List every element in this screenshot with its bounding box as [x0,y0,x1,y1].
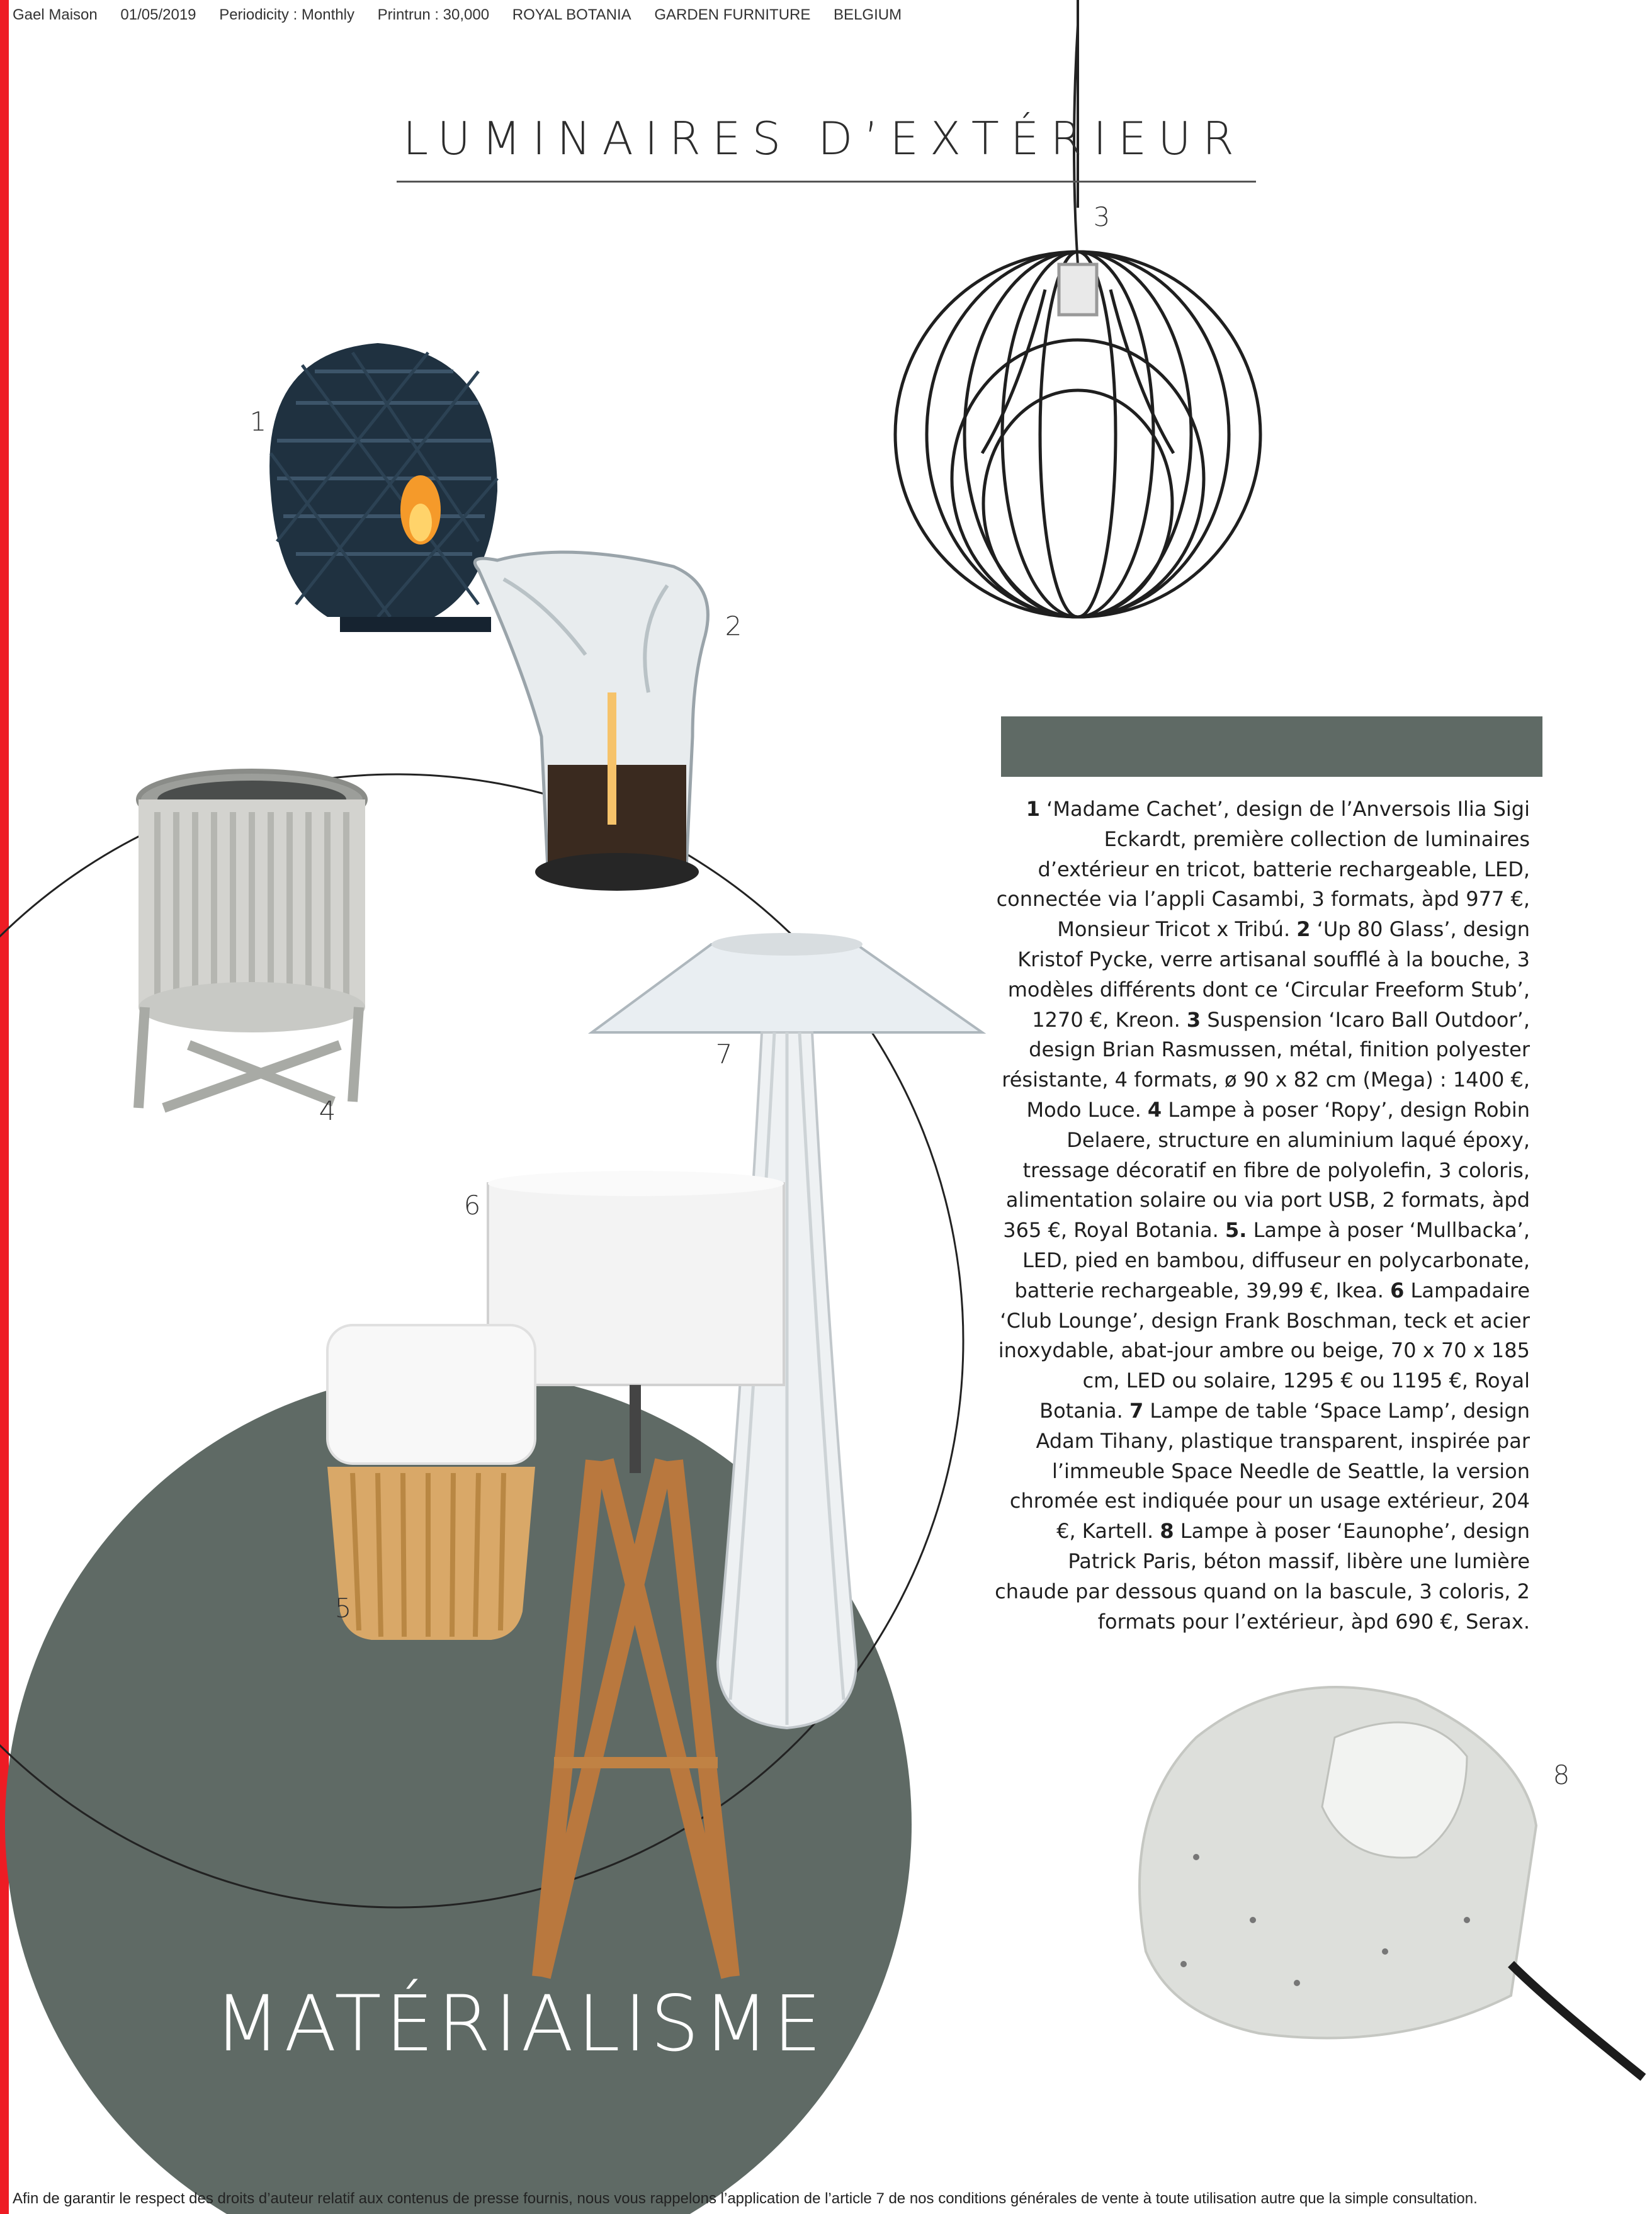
item-number-4: 4 [319,1095,336,1126]
pendant-ball-lamp [895,252,1260,617]
caption-num-5: 5. [1225,1218,1247,1243]
country: BELGIUM [834,6,902,23]
caption-text-6: Lampadaire ‘Club Lounge’, design Frank Boschman, teck et acier inoxydable, abat-jour ambre ou beige, 70 x 70 x 185 cm, LED ou solaire, 1295 € ou 1195 €, Royal Botania. [998,1278,1530,1423]
bamboo-lamp [327,1325,535,1640]
concrete-lamp [1140,1687,1643,2077]
item-number-1: 1 [249,406,267,437]
copyright-notice: Afin de garantir le respect des droits d’auteur relatif aux contenus de presse fournis, nous vous rappelons l’application de l’article 7 de nos conditions générales de vente à toute utilisation autre que la simple consultation. [13,2190,1478,2207]
publication-date: 01/05/2019 [120,6,196,23]
caption-text-7: Lampe de table ‘Space Lamp’, design Adam Tihany, plastique transparent, inspirée par l’immeuble Space Needle de Seattle, la version chromée est indiquée pour un usage extérieur, 204 €, Kartell. [1009,1398,1530,1544]
caption-text-3: Suspension ‘Icaro Ball Outdoor’, design Brian Rasmussen, métal, finition polyester résistante, 4 formats, ø 90 x 82 cm (Mega) : 1400 €, Modo Luce. [1002,1007,1530,1122]
glass-lamp [475,552,708,891]
caption-num-7: 7 [1129,1398,1144,1423]
product-caption [995,794,1530,1637]
item-number-6: 6 [463,1190,481,1221]
knitted-lamp [269,343,497,632]
caption-num-4: 4 [1147,1097,1162,1122]
periodicity: Periodicity : Monthly [219,6,354,23]
caption-num-8: 8 [1160,1519,1174,1544]
section-title: MATÉRIALISME [214,1979,825,2069]
caption-text-5: Lampe à poser ‘Mullbacka’, LED, pied en bambou, diffuseur en polycarbonate, batterie rechargeable, 39,99 €, Ikea. [1014,1218,1530,1302]
caption-text-8: Lampe à poser ‘Eaunophe’, design Patrick Paris, béton massif, libère une lumière chaude par dessous quand on la bascule, 3 coloris, 2 formats pour l’extérieur, àpd 690 €, Serax. [995,1519,1530,1634]
caption-num-2: 2 [1296,917,1311,942]
printrun: Printrun : 30,000 [377,6,490,23]
item-number-5: 5 [334,1593,352,1624]
item-number-3: 3 [1093,201,1111,232]
caption-num-6: 6 [1390,1278,1405,1302]
brand: ROYAL BOTANIA [512,6,631,23]
publication-name: Gael Maison [13,6,98,23]
category: GARDEN FURNITURE [654,6,811,23]
item-number-7: 7 [715,1039,733,1070]
caption-header-band [1001,716,1542,777]
caption-num-1: 1 [1026,797,1040,821]
caption-text-4: Lampe à poser ‘Ropy’, design Robin Delaere, structure en aluminium laqué époxy, tressage décoratif en fibre de polyolefin, 3 coloris, alimentation solaire ou via port USB, 2 formats, àpd 365 €, Royal Botania. [1003,1097,1530,1243]
rope-lamp [139,771,365,1108]
page-title: LUMINAIRES D’EXTÉRIEUR [403,112,1245,165]
caption-text-2: ‘Up 80 Glass’, design Kristof Pycke, verre artisanal soufflé à la bouche, 3 modèles différents dont ce ‘Circular Freeform Stub’, 1270 €, Kreon. [1007,917,1530,1032]
title-underline [397,181,1256,183]
item-number-8: 8 [1553,1759,1570,1790]
caption-num-3: 3 [1186,1007,1201,1032]
item-number-2: 2 [725,611,742,641]
caption-text-1: ‘Madame Cachet’, design de l’Anversois Ilia Sigi Eckardt, première collection de luminaires d’extérieur en tricot, batterie rechargeable, LED, connectée via l’appli Casambi, 3 formats, àpd 977 €, Monsieur Tricot x Tribú. [996,797,1530,942]
